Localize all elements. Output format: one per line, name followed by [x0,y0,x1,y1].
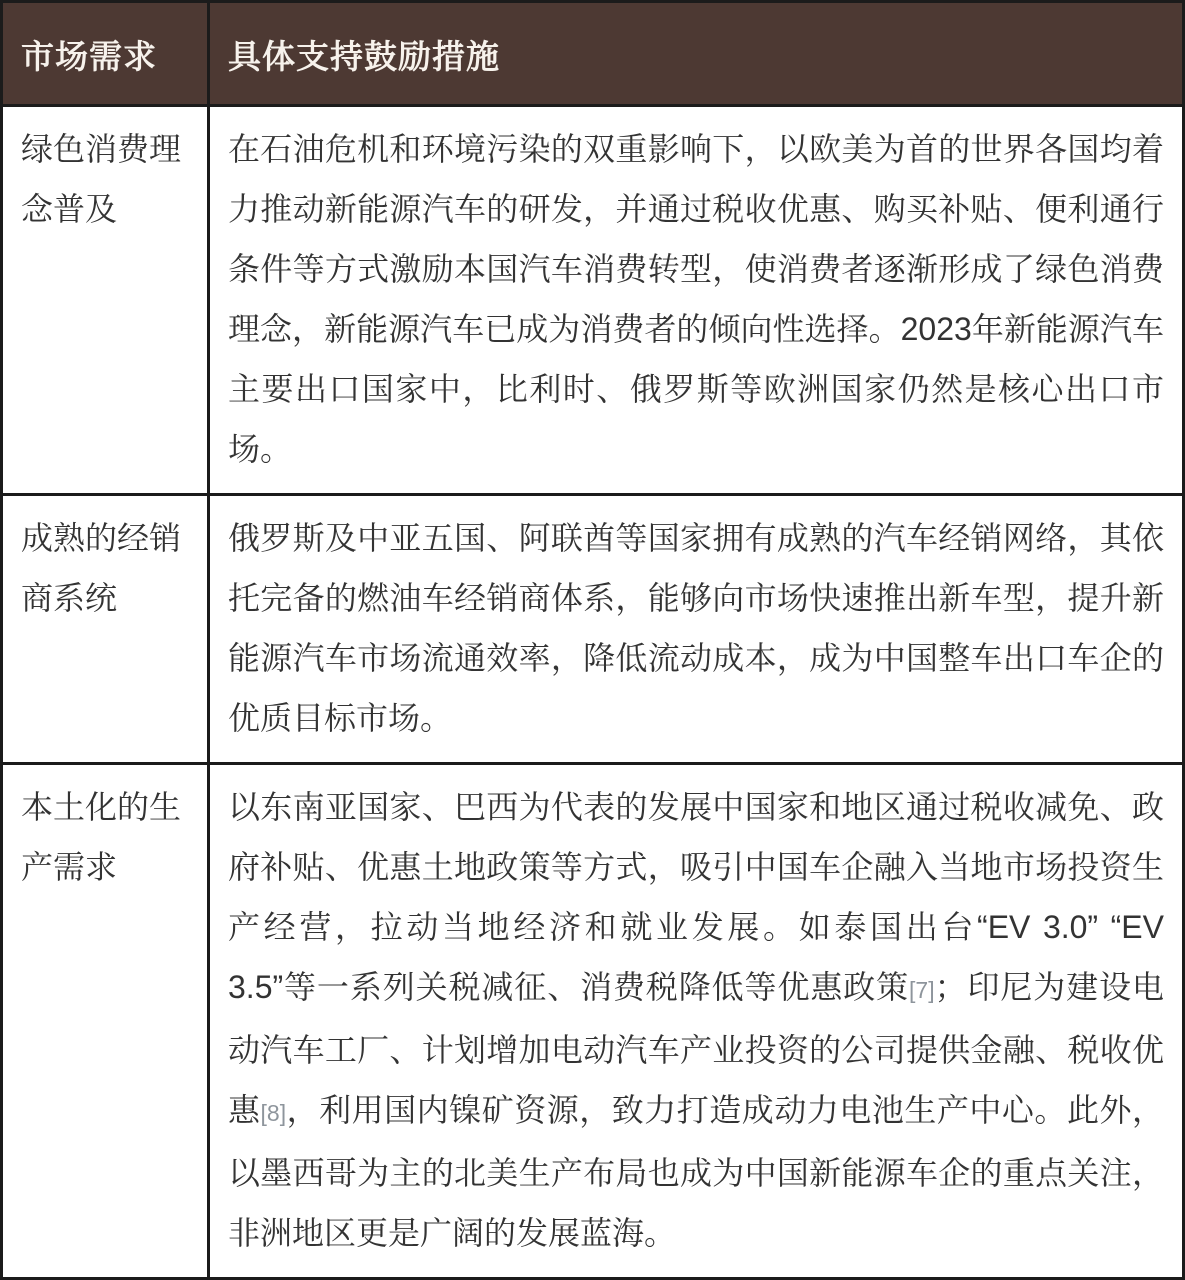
measures-local-production [209,764,1184,1279]
measures-dealer-system: 俄罗斯及中亚五国、阿联酋等国家拥有成熟的汽车经销网络，其依托完备的燃油车经销商体系，能够向市场快速推出新车型，提升新能源汽车市场流通效率，降低流动成本，成为中国整车出口车企的优质目标市场。 [209,495,1184,764]
table-row-green-consumption [2,106,1184,495]
table-row-local-production [2,764,1184,1279]
measures-text-segment: ，利用国内镍矿资源，致力打造成动力电池生产中心。此外，以墨西哥为主的北美生产布局也成为中国新能源车企的重点关注，非洲地区更是广阔的发展蓝海。 [228,1092,1164,1251]
header-market-demand: 市场需求 [2,2,209,106]
table-row-dealer-system [2,495,1184,764]
need-local-production: 本土化的生产需求 [2,764,209,1279]
need-green-consumption: 绿色消费理念普及 [2,106,209,495]
header-support-measures: 具体支持鼓励措施 [209,2,1184,106]
header-row [2,2,1184,106]
need-dealer-system: 成熟的经销商系统 [2,495,209,764]
citation-8-link[interactable]: [8] [260,1100,287,1126]
measures-text-segment: ；印尼为建设电动汽车工厂、计划增加电动汽车产业投资的公司提供金融、税收优惠 [228,969,1164,1128]
measures-green-consumption: 在石油危机和环境污染的双重影响下，以欧美为首的世界各国均着力推动新能源汽车的研发，并通过税收优惠、购买补贴、便利通行条件等方式激励本国汽车消费转型，使消费者逐渐形成了绿色消费理念，新能源汽车已成为消费者的倾向性选择。2023年新能源汽车主要出口国家中，比利时、俄罗斯等欧洲国家仍然是核心出口市场。 [209,106,1184,495]
citation-7-link[interactable]: [7] [909,977,935,1003]
measures-text-segment: 以东南亚国家、巴西为代表的发展中国家和地区通过税收减免、政府补贴、优惠土地政策等方式，吸引中国车企融入当地市场投资生产经营，拉动当地经济和就业发展。如泰国出台“EV 3.0” “EV 3.5”等一系列关税减征、消费税降低等优惠政策 [228,789,1164,1005]
